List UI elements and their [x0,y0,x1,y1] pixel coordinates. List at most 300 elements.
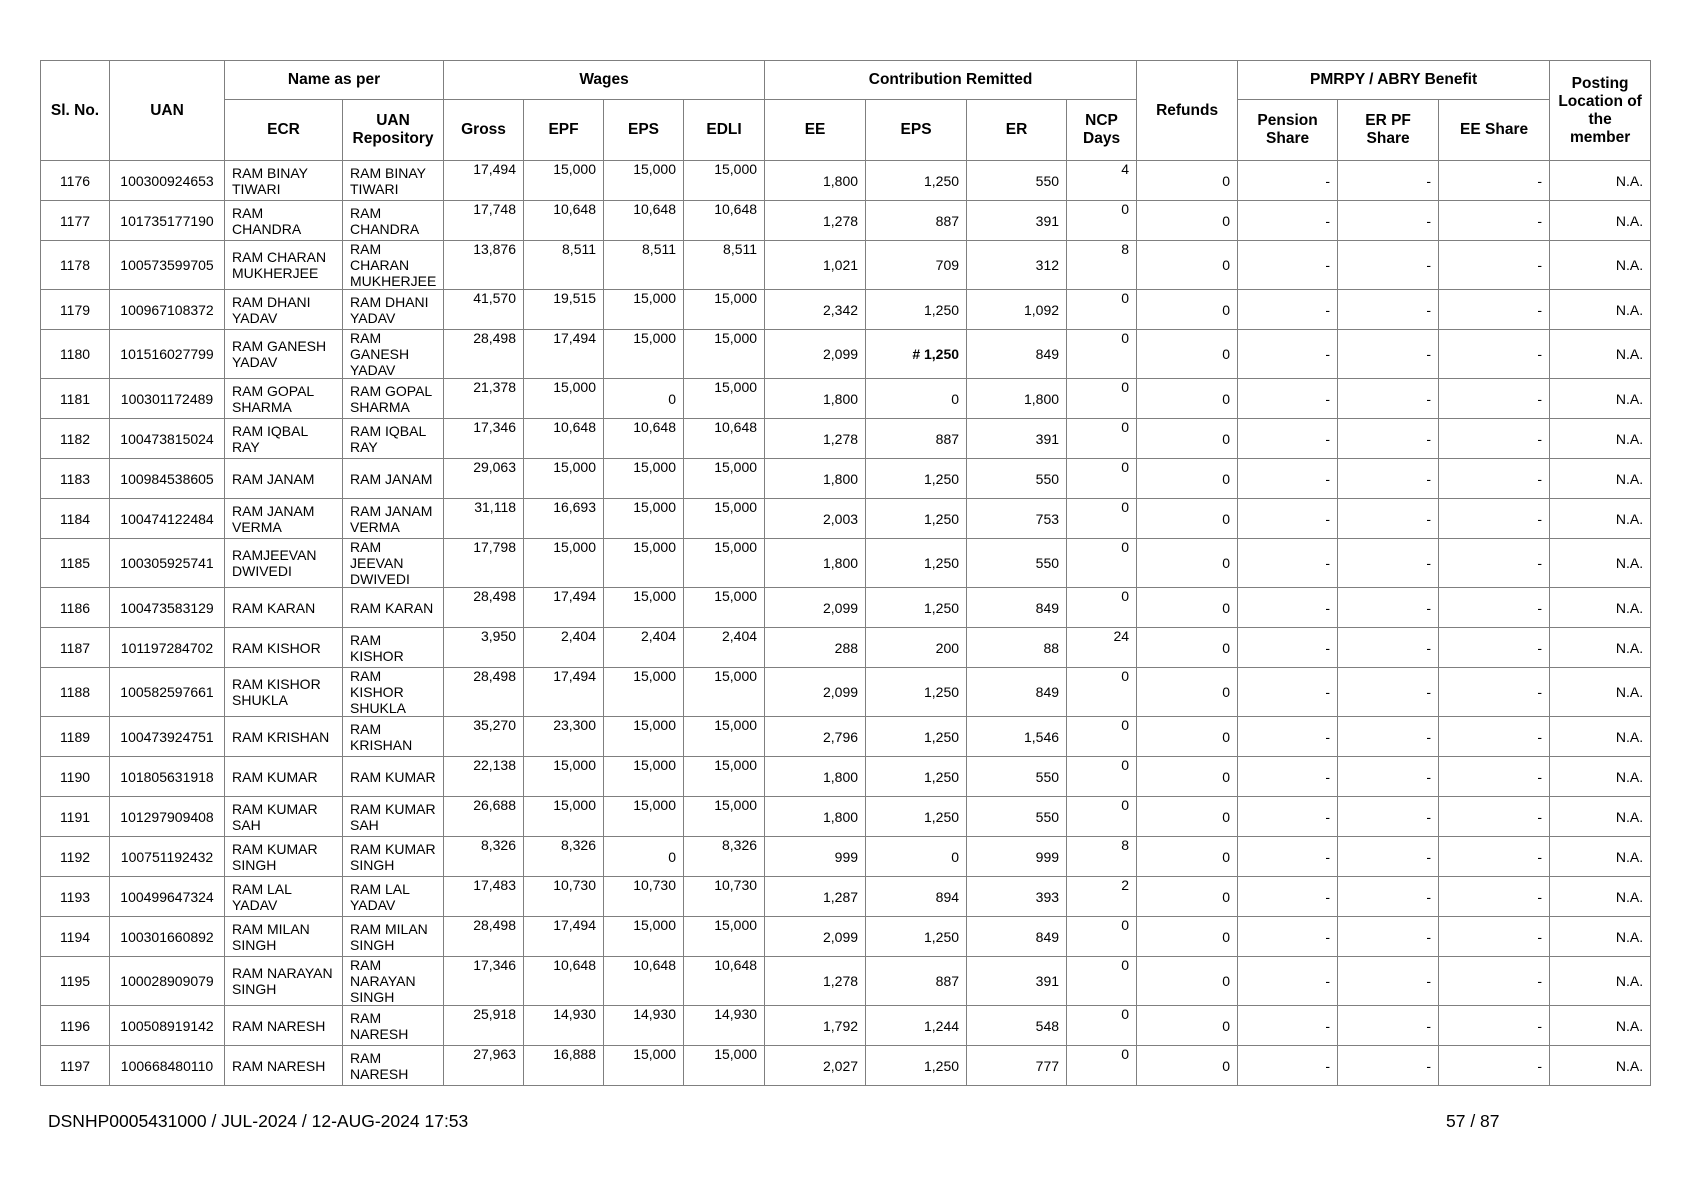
row-epf: 15,000 [524,539,604,588]
row-uan-repository-name: RAM JANAM [343,459,444,499]
row-contribution-eps: 887 [866,419,967,459]
row-contribution-eps: 1,250 [866,797,967,837]
row-refunds: 0 [1137,957,1238,1006]
header-sl-no: Sl. No. [41,61,110,161]
row-ee: 1,021 [765,241,866,290]
row-epf: 15,000 [524,459,604,499]
row-uan: 100028909079 [110,957,225,1006]
row-ncp-days: 0 [1067,330,1137,379]
row-ee-share: - [1439,797,1550,837]
row-contribution-eps: 1,250 [866,717,967,757]
row-sl-no: 1195 [41,957,110,1006]
row-ee: 2,099 [765,588,866,628]
table-row [41,757,1651,797]
row-refunds: 0 [1137,241,1238,290]
table-row [41,668,1651,717]
row-ee: 1,800 [765,757,866,797]
row-ee: 2,099 [765,668,866,717]
row-sl-no: 1184 [41,499,110,539]
row-pension-share: - [1238,717,1338,757]
row-pension-share: - [1238,499,1338,539]
row-ee-share: - [1439,877,1550,917]
header-gross: Gross [444,100,524,161]
table-row [41,797,1651,837]
row-sl-no: 1190 [41,757,110,797]
row-posting-location: N.A. [1550,628,1651,668]
row-edli: 8,511 [684,241,765,290]
header-ee: EE [765,100,866,161]
row-ecr-name: RAM KISHOR [225,628,343,668]
row-ee-share: - [1439,539,1550,588]
row-er: 550 [967,459,1067,499]
row-gross: 8,326 [444,837,524,877]
header-contribution-eps: EPS [866,100,967,161]
row-ee: 999 [765,837,866,877]
row-er-pf-share: - [1338,459,1439,499]
row-uan: 100473815024 [110,419,225,459]
row-edli: 10,730 [684,877,765,917]
row-er-pf-share: - [1338,757,1439,797]
row-ecr-name: RAMJEEVAN DWIVEDI [225,539,343,588]
row-contribution-eps: # 1,250 [866,330,967,379]
row-sl-no: 1189 [41,717,110,757]
row-pension-share: - [1238,917,1338,957]
header-ee-share: EE Share [1439,100,1550,161]
row-refunds: 0 [1137,717,1238,757]
row-ecr-name: RAM KISHOR SHUKLA [225,668,343,717]
row-er-pf-share: - [1338,241,1439,290]
row-ee: 2,027 [765,1046,866,1086]
row-posting-location: N.A. [1550,717,1651,757]
row-sl-no: 1176 [41,161,110,201]
row-contribution-eps: 1,250 [866,757,967,797]
table-row [41,837,1651,877]
row-contribution-eps: 1,244 [866,1006,967,1046]
row-er-pf-share: - [1338,379,1439,419]
row-contribution-eps: 894 [866,877,967,917]
row-ecr-name: RAM GANESH YADAV [225,330,343,379]
row-er: 550 [967,797,1067,837]
row-pension-share: - [1238,1006,1338,1046]
row-eps: 15,000 [604,499,684,539]
header-edli: EDLI [684,100,765,161]
row-uan: 100967108372 [110,290,225,330]
row-er: 753 [967,499,1067,539]
row-ecr-name: RAM KUMAR SINGH [225,837,343,877]
row-posting-location: N.A. [1550,588,1651,628]
row-eps: 10,648 [604,419,684,459]
row-refunds: 0 [1137,459,1238,499]
row-er-pf-share: - [1338,1006,1439,1046]
header-posting-location: Posting Location of the member [1550,61,1651,161]
page-number: 57 / 87 [1446,1111,1500,1131]
row-epf: 2,404 [524,628,604,668]
row-uan: 100301660892 [110,917,225,957]
row-pension-share: - [1238,757,1338,797]
row-epf: 10,648 [524,957,604,1006]
row-posting-location: N.A. [1550,797,1651,837]
row-pension-share: - [1238,588,1338,628]
row-gross: 17,346 [444,419,524,459]
row-eps: 8,511 [604,241,684,290]
row-contribution-eps: 0 [866,837,967,877]
row-gross: 17,748 [444,201,524,241]
row-ecr-name: RAM KUMAR [225,757,343,797]
row-posting-location: N.A. [1550,539,1651,588]
row-epf: 10,648 [524,201,604,241]
header-pension-share: Pension Share [1238,100,1338,161]
row-contribution-eps: 1,250 [866,917,967,957]
table-row [41,241,1651,290]
row-er: 999 [967,837,1067,877]
row-sl-no: 1191 [41,797,110,837]
row-epf: 19,515 [524,290,604,330]
row-pension-share: - [1238,797,1338,837]
row-er: 1,546 [967,717,1067,757]
table-row [41,877,1651,917]
row-sl-no: 1183 [41,459,110,499]
row-uan-repository-name: RAM KRISHAN [343,717,444,757]
row-ecr-name: RAM CHANDRA [225,201,343,241]
row-refunds: 0 [1137,757,1238,797]
row-ncp-days: 0 [1067,419,1137,459]
table-row [41,161,1651,201]
row-refunds: 0 [1137,419,1238,459]
row-gross: 3,950 [444,628,524,668]
row-uan-repository-name: RAM KUMAR SINGH [343,837,444,877]
row-ee-share: - [1439,717,1550,757]
row-refunds: 0 [1137,201,1238,241]
row-uan-repository-name: RAM KISHOR [343,628,444,668]
row-eps: 15,000 [604,757,684,797]
header-uan-repository: UAN Repository [343,100,444,161]
row-er: 550 [967,161,1067,201]
row-uan-repository-name: RAM KUMAR [343,757,444,797]
row-ee: 2,796 [765,717,866,757]
row-eps: 10,648 [604,201,684,241]
row-edli: 15,000 [684,290,765,330]
row-posting-location: N.A. [1550,957,1651,1006]
row-eps: 15,000 [604,459,684,499]
row-er: 88 [967,628,1067,668]
row-edli: 15,000 [684,330,765,379]
row-gross: 17,798 [444,539,524,588]
row-ee: 1,800 [765,161,866,201]
row-gross: 28,498 [444,917,524,957]
row-ecr-name: RAM NARESH [225,1006,343,1046]
row-ncp-days: 0 [1067,290,1137,330]
row-posting-location: N.A. [1550,379,1651,419]
row-epf: 10,730 [524,877,604,917]
row-sl-no: 1177 [41,201,110,241]
row-uan: 100473924751 [110,717,225,757]
row-refunds: 0 [1137,379,1238,419]
row-er-pf-share: - [1338,957,1439,1006]
header-pmrpy-abry-benefit: PMRPY / ABRY Benefit [1238,61,1550,100]
row-ee: 1,278 [765,201,866,241]
row-ee: 1,800 [765,459,866,499]
row-posting-location: N.A. [1550,1006,1651,1046]
row-refunds: 0 [1137,877,1238,917]
row-sl-no: 1188 [41,668,110,717]
row-uan: 101516027799 [110,330,225,379]
row-posting-location: N.A. [1550,161,1651,201]
row-eps: 15,000 [604,330,684,379]
row-er-pf-share: - [1338,539,1439,588]
row-refunds: 0 [1137,290,1238,330]
row-uan: 100301172489 [110,379,225,419]
row-eps: 2,404 [604,628,684,668]
row-eps: 15,000 [604,717,684,757]
row-er: 548 [967,1006,1067,1046]
row-edli: 15,000 [684,499,765,539]
row-sl-no: 1181 [41,379,110,419]
header-name-as-per: Name as per [225,61,444,100]
row-ee: 2,099 [765,917,866,957]
row-contribution-eps: 0 [866,379,967,419]
row-edli: 15,000 [684,379,765,419]
header-epf: EPF [524,100,604,161]
row-ncp-days: 0 [1067,201,1137,241]
row-ecr-name: RAM LAL YADAV [225,877,343,917]
row-ncp-days: 0 [1067,668,1137,717]
row-pension-share: - [1238,201,1338,241]
row-ncp-days: 0 [1067,797,1137,837]
row-er-pf-share: - [1338,1046,1439,1086]
row-epf: 15,000 [524,161,604,201]
row-er-pf-share: - [1338,877,1439,917]
row-uan: 100668480110 [110,1046,225,1086]
table-row [41,539,1651,588]
row-ncp-days: 0 [1067,499,1137,539]
row-uan-repository-name: RAM NARESH [343,1046,444,1086]
table-row [41,1046,1651,1086]
row-pension-share: - [1238,330,1338,379]
row-edli: 15,000 [684,1046,765,1086]
row-refunds: 0 [1137,917,1238,957]
row-posting-location: N.A. [1550,837,1651,877]
row-sl-no: 1193 [41,877,110,917]
row-pension-share: - [1238,459,1338,499]
row-refunds: 0 [1137,588,1238,628]
row-eps: 15,000 [604,539,684,588]
row-sl-no: 1194 [41,917,110,957]
row-sl-no: 1192 [41,837,110,877]
row-pension-share: - [1238,419,1338,459]
row-uan: 100751192432 [110,837,225,877]
row-edli: 15,000 [684,459,765,499]
row-ncp-days: 8 [1067,241,1137,290]
row-ncp-days: 0 [1067,379,1137,419]
row-gross: 22,138 [444,757,524,797]
row-ee-share: - [1439,241,1550,290]
row-edli: 15,000 [684,717,765,757]
row-contribution-eps: 1,250 [866,499,967,539]
row-er-pf-share: - [1338,628,1439,668]
row-posting-location: N.A. [1550,201,1651,241]
table-row [41,628,1651,668]
row-ncp-days: 0 [1067,1006,1137,1046]
row-uan: 100508919142 [110,1006,225,1046]
row-ncp-days: 8 [1067,837,1137,877]
row-refunds: 0 [1137,161,1238,201]
table-row [41,917,1651,957]
row-er: 312 [967,241,1067,290]
row-ncp-days: 0 [1067,588,1137,628]
row-epf: 17,494 [524,668,604,717]
row-pension-share: - [1238,161,1338,201]
row-ecr-name: RAM NARESH [225,1046,343,1086]
row-posting-location: N.A. [1550,499,1651,539]
row-contribution-eps: 1,250 [866,459,967,499]
row-ee-share: - [1439,290,1550,330]
row-uan: 100300924653 [110,161,225,201]
row-er: 1,800 [967,379,1067,419]
row-edli: 14,930 [684,1006,765,1046]
row-posting-location: N.A. [1550,459,1651,499]
table-row [41,957,1651,1006]
row-ee-share: - [1439,499,1550,539]
document-reference: DSNHP0005431000 / JUL-2024 / 12-AUG-2024 17:53 [48,1111,469,1131]
row-sl-no: 1197 [41,1046,110,1086]
row-posting-location: N.A. [1550,668,1651,717]
row-contribution-eps: 1,250 [866,161,967,201]
row-uan: 101197284702 [110,628,225,668]
row-contribution-eps: 709 [866,241,967,290]
header-wages: Wages [444,61,765,100]
row-ee: 2,003 [765,499,866,539]
row-eps: 10,730 [604,877,684,917]
row-gross: 35,270 [444,717,524,757]
row-ncp-days: 0 [1067,717,1137,757]
row-ee: 1,792 [765,1006,866,1046]
row-ecr-name: RAM KARAN [225,588,343,628]
row-ecr-name: RAM KRISHAN [225,717,343,757]
row-contribution-eps: 1,250 [866,290,967,330]
row-ee: 2,342 [765,290,866,330]
row-pension-share: - [1238,668,1338,717]
row-gross: 41,570 [444,290,524,330]
row-eps: 15,000 [604,161,684,201]
row-epf: 23,300 [524,717,604,757]
row-uan-repository-name: RAM JANAM VERMA [343,499,444,539]
row-uan-repository-name: RAM LAL YADAV [343,877,444,917]
row-uan-repository-name: RAM KISHOR SHUKLA [343,668,444,717]
row-er: 391 [967,201,1067,241]
table-row [41,379,1651,419]
row-epf: 15,000 [524,797,604,837]
row-er-pf-share: - [1338,837,1439,877]
row-uan-repository-name: RAM JEEVAN DWIVEDI [343,539,444,588]
row-ncp-days: 0 [1067,539,1137,588]
row-ncp-days: 0 [1067,1046,1137,1086]
row-er-pf-share: - [1338,668,1439,717]
row-ecr-name: RAM JANAM VERMA [225,499,343,539]
row-ee: 288 [765,628,866,668]
row-er-pf-share: - [1338,797,1439,837]
row-uan-repository-name: RAM GANESH YADAV [343,330,444,379]
row-uan-repository-name: RAM NARESH [343,1006,444,1046]
row-posting-location: N.A. [1550,877,1651,917]
row-ee-share: - [1439,1046,1550,1086]
row-ee-share: - [1439,330,1550,379]
row-sl-no: 1179 [41,290,110,330]
row-epf: 10,648 [524,419,604,459]
header-refunds: Refunds [1137,61,1238,161]
row-ecr-name: RAM KUMAR SAH [225,797,343,837]
row-uan: 100573599705 [110,241,225,290]
row-pension-share: - [1238,877,1338,917]
row-posting-location: N.A. [1550,419,1651,459]
row-edli: 15,000 [684,588,765,628]
row-epf: 17,494 [524,917,604,957]
row-ee: 1,278 [765,957,866,1006]
row-refunds: 0 [1137,837,1238,877]
contribution-table [40,60,1651,1086]
row-pension-share: - [1238,957,1338,1006]
row-pension-share: - [1238,837,1338,877]
row-gross: 17,494 [444,161,524,201]
table-row [41,201,1651,241]
row-refunds: 0 [1137,1046,1238,1086]
row-ncp-days: 24 [1067,628,1137,668]
row-ee-share: - [1439,917,1550,957]
row-edli: 15,000 [684,539,765,588]
row-ncp-days: 0 [1067,757,1137,797]
row-gross: 26,688 [444,797,524,837]
row-ee-share: - [1439,459,1550,499]
table-body [41,161,1651,1086]
row-contribution-eps: 200 [866,628,967,668]
row-ecr-name: RAM GOPAL SHARMA [225,379,343,419]
row-ee: 1,800 [765,379,866,419]
row-ecr-name: RAM BINAY TIWARI [225,161,343,201]
row-ee-share: - [1439,379,1550,419]
row-pension-share: - [1238,290,1338,330]
row-ncp-days: 0 [1067,459,1137,499]
row-refunds: 0 [1137,330,1238,379]
row-eps: 10,648 [604,957,684,1006]
row-uan-repository-name: RAM GOPAL SHARMA [343,379,444,419]
row-posting-location: N.A. [1550,241,1651,290]
row-epf: 15,000 [524,379,604,419]
row-uan-repository-name: RAM CHARAN MUKHERJEE [343,241,444,290]
row-ee-share: - [1439,628,1550,668]
row-gross: 21,378 [444,379,524,419]
row-refunds: 0 [1137,539,1238,588]
row-pension-share: - [1238,241,1338,290]
table-row [41,419,1651,459]
row-eps: 0 [604,379,684,419]
row-epf: 8,326 [524,837,604,877]
row-er: 391 [967,419,1067,459]
row-er: 849 [967,668,1067,717]
row-posting-location: N.A. [1550,1046,1651,1086]
row-ee: 1,800 [765,539,866,588]
header-eps: EPS [604,100,684,161]
row-uan: 100305925741 [110,539,225,588]
row-edli: 10,648 [684,201,765,241]
row-er-pf-share: - [1338,419,1439,459]
row-uan: 100473583129 [110,588,225,628]
row-uan: 100474122484 [110,499,225,539]
row-ee-share: - [1439,957,1550,1006]
row-gross: 27,963 [444,1046,524,1086]
row-pension-share: - [1238,1046,1338,1086]
row-er-pf-share: - [1338,917,1439,957]
row-uan-repository-name: RAM KUMAR SAH [343,797,444,837]
row-posting-location: N.A. [1550,330,1651,379]
